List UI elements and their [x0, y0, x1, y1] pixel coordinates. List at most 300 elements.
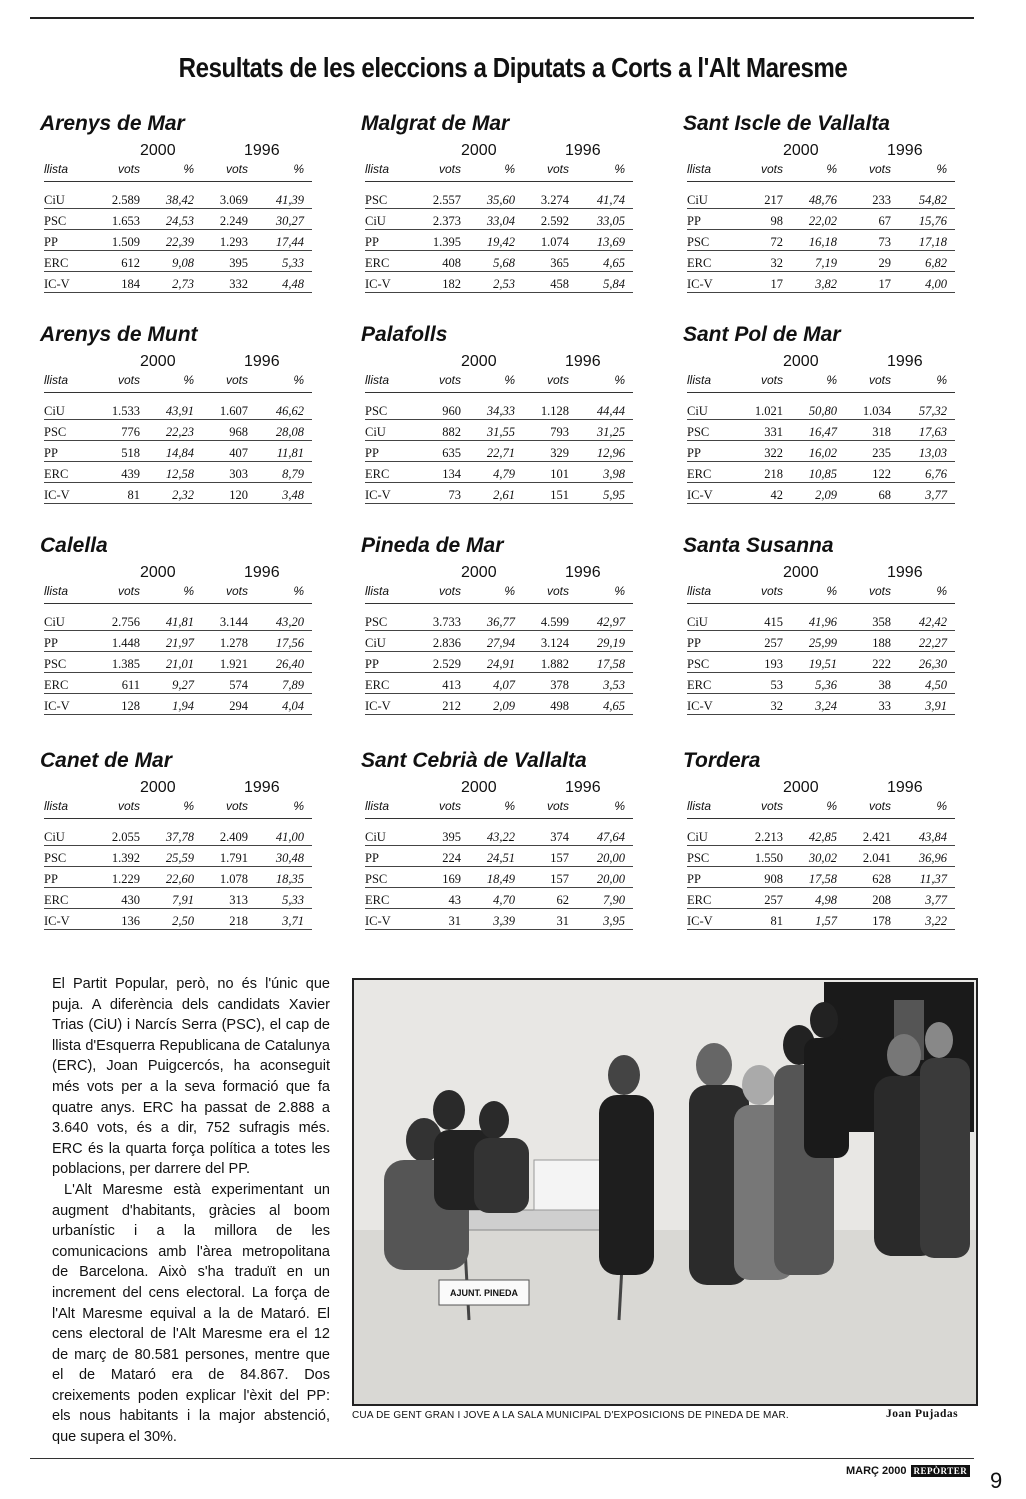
table-row [44, 483, 312, 504]
year-headers [687, 353, 957, 373]
table-cell: 1.278 [194, 631, 248, 652]
table-row [365, 909, 633, 930]
table-row [44, 209, 312, 230]
year-headers [44, 564, 314, 584]
header-votes: vots [727, 373, 783, 393]
table-row [687, 251, 955, 272]
table-cell: PSC [365, 867, 405, 888]
year-2000: 2000 [461, 142, 497, 159]
table-cell: ERC [687, 888, 727, 909]
table-cell: 12,96 [569, 441, 633, 462]
table-cell: 498 [515, 694, 569, 715]
table-cell: CiU [687, 819, 727, 846]
table-cell: 2.249 [194, 209, 248, 230]
results-table [687, 373, 955, 504]
table-cell: 395 [194, 251, 248, 272]
table-row [365, 272, 633, 293]
table-cell: PP [365, 441, 405, 462]
table-cell: 22,60 [140, 867, 194, 888]
table-cell: 193 [727, 652, 783, 673]
table-cell: 26,40 [248, 652, 312, 673]
column-header-row [365, 799, 633, 819]
table-cell: 2.409 [194, 819, 248, 846]
table-cell: ERC [44, 251, 84, 272]
table-cell: 4,07 [461, 673, 515, 694]
table-cell: 3.274 [515, 182, 569, 209]
table-cell: 17,56 [248, 631, 312, 652]
table-row [44, 819, 312, 846]
header-pct: % [461, 799, 515, 819]
table-cell: 3.733 [405, 604, 461, 631]
table-cell: 1.128 [515, 393, 569, 420]
table-cell: 17,44 [248, 230, 312, 251]
town-name: Santa Susanna [683, 534, 834, 557]
table-cell: CiU [44, 182, 84, 209]
header-pct: % [248, 799, 312, 819]
table-cell: 30,27 [248, 209, 312, 230]
table-row [687, 230, 955, 251]
table-cell: 5,36 [783, 673, 837, 694]
table-row [365, 694, 633, 715]
year-2000: 2000 [140, 142, 176, 159]
table-cell: 33,04 [461, 209, 515, 230]
header-votes: vots [727, 799, 783, 819]
table-cell: 365 [515, 251, 569, 272]
table-cell: 3,39 [461, 909, 515, 930]
table-cell: 1.392 [84, 846, 140, 867]
results-table [44, 162, 312, 293]
table-cell: 3,48 [248, 483, 312, 504]
table-row [44, 631, 312, 652]
table-cell: 21,01 [140, 652, 194, 673]
table-cell: CiU [365, 209, 405, 230]
results-block [361, 749, 635, 930]
table-cell: 4,70 [461, 888, 515, 909]
footer-date: MARÇ 2000 [846, 1465, 907, 1477]
column-header-row [687, 373, 955, 393]
table-row [365, 888, 633, 909]
year-2000: 2000 [783, 353, 819, 370]
header-list: llista [365, 799, 405, 819]
table-row [365, 441, 633, 462]
table-cell: CiU [44, 604, 84, 631]
table-cell: PP [44, 631, 84, 652]
table-cell: 42,42 [891, 604, 955, 631]
table-cell: PSC [687, 652, 727, 673]
table-cell: 331 [727, 420, 783, 441]
table-cell: 16,47 [783, 420, 837, 441]
table-cell: 17,18 [891, 230, 955, 251]
table-cell: 1.293 [194, 230, 248, 251]
table-cell: 217 [727, 182, 783, 209]
results-block [361, 323, 635, 504]
table-cell: 2.373 [405, 209, 461, 230]
table-cell: 2,61 [461, 483, 515, 504]
sign-text: AJUNT. PINEDA [449, 1288, 519, 1298]
header-list: llista [365, 162, 405, 182]
results-table [365, 584, 633, 715]
table-cell: 1.034 [837, 393, 891, 420]
header-votes: vots [84, 373, 140, 393]
table-row [44, 888, 312, 909]
table-cell: 303 [194, 462, 248, 483]
results-table [365, 799, 633, 930]
town-name: Malgrat de Mar [361, 112, 510, 135]
page-title: Resultats de les eleccions a Diputats a Corts a l'Alt Maresme [178, 52, 848, 83]
header-pct: % [783, 373, 837, 393]
table-cell: PSC [365, 393, 405, 420]
table-cell: 33 [837, 694, 891, 715]
table-cell: 22,27 [891, 631, 955, 652]
table-cell: PP [44, 441, 84, 462]
year-1996: 1996 [244, 564, 280, 581]
table-row [365, 846, 633, 867]
header-pct: % [140, 373, 194, 393]
header-pct: % [783, 584, 837, 604]
table-row [687, 694, 955, 715]
header-list: llista [687, 162, 727, 182]
table-cell: 38 [837, 673, 891, 694]
table-cell: 882 [405, 420, 461, 441]
table-cell: 33,05 [569, 209, 633, 230]
table-cell: 67 [837, 209, 891, 230]
table-cell: PP [44, 230, 84, 251]
header-list: llista [44, 373, 84, 393]
year-2000: 2000 [783, 564, 819, 581]
article-paragraph: L'Alt Maresme està experimentant un augment d'habitants, gràcies al boom urbanístic i a la millora de les comunicacions amb l'àrea metropolitana de Barcelona. Això s'ha traduït en un increment del cens electoral. La força de l'Alt Maresme equival a la de Mataró. El cens electoral de l'Alt Maresme era el 12 de març de 80.581 persones, mentre que el de Mataró era de 84.867. Dos creixements poden explicar l'èxit del PP: els nous habitants i la major abstenció, que supera el 30%. [52, 1181, 330, 1446]
table-cell: CiU [365, 631, 405, 652]
table-row [44, 420, 312, 441]
table-cell: IC-V [687, 909, 727, 930]
table-row [44, 867, 312, 888]
table-cell: 5,33 [248, 888, 312, 909]
table-cell: ERC [44, 888, 84, 909]
column-header-row [365, 584, 633, 604]
table-cell: 31 [405, 909, 461, 930]
table-cell: 1,57 [783, 909, 837, 930]
table-cell: PP [687, 867, 727, 888]
table-row [44, 251, 312, 272]
table-cell: 11,81 [248, 441, 312, 462]
table-row [687, 909, 955, 930]
year-2000: 2000 [140, 779, 176, 796]
table-row [687, 888, 955, 909]
town-name: Arenys de Munt [40, 323, 198, 346]
table-cell: 3,77 [891, 483, 955, 504]
table-cell: 73 [405, 483, 461, 504]
results-table [44, 584, 312, 715]
table-cell: 151 [515, 483, 569, 504]
table-cell: 612 [84, 251, 140, 272]
table-row [44, 604, 312, 631]
article-body [52, 974, 330, 1448]
table-row [44, 182, 312, 209]
header-pct: % [891, 162, 955, 182]
results-table [44, 373, 312, 504]
table-cell: PSC [365, 604, 405, 631]
table-cell: 15,76 [891, 209, 955, 230]
table-row [687, 631, 955, 652]
table-cell: 222 [837, 652, 891, 673]
table-cell: 415 [727, 604, 783, 631]
table-cell: PSC [44, 420, 84, 441]
town-name: Sant Cebrià de Vallalta [361, 749, 587, 772]
table-cell: 374 [515, 819, 569, 846]
table-cell: 43 [405, 888, 461, 909]
table-cell: 46,62 [248, 393, 312, 420]
table-cell: CiU [687, 182, 727, 209]
table-cell: 25,59 [140, 846, 194, 867]
table-cell: 1.385 [84, 652, 140, 673]
table-cell: 48,76 [783, 182, 837, 209]
table-row [687, 867, 955, 888]
page-number: 9 [990, 1468, 1003, 1493]
header-votes: vots [837, 584, 891, 604]
table-cell: IC-V [365, 483, 405, 504]
header-pct: % [783, 162, 837, 182]
table-cell: 9,27 [140, 673, 194, 694]
table-cell: 188 [837, 631, 891, 652]
header-pct: % [248, 373, 312, 393]
year-headers [687, 564, 957, 584]
table-cell: 42,97 [569, 604, 633, 631]
table-cell: 1.509 [84, 230, 140, 251]
table-cell: 1.229 [84, 867, 140, 888]
table-cell: 318 [837, 420, 891, 441]
table-cell: 2.529 [405, 652, 461, 673]
table-cell: 2.213 [727, 819, 783, 846]
table-cell: ERC [44, 462, 84, 483]
table-cell: IC-V [687, 694, 727, 715]
table-cell: 4.599 [515, 604, 569, 631]
header-votes: vots [837, 162, 891, 182]
table-cell: 1.448 [84, 631, 140, 652]
table-cell: 32 [727, 694, 783, 715]
table-cell: ERC [365, 888, 405, 909]
year-headers [365, 353, 635, 373]
table-cell: 16,18 [783, 230, 837, 251]
town-name: Canet de Mar [40, 749, 172, 772]
year-1996: 1996 [565, 353, 601, 370]
table-cell: 41,00 [248, 819, 312, 846]
table-cell: 3,77 [891, 888, 955, 909]
table-cell: IC-V [687, 272, 727, 293]
table-cell: 294 [194, 694, 248, 715]
table-cell: 10,85 [783, 462, 837, 483]
table-cell: PSC [365, 182, 405, 209]
table-cell: 36,77 [461, 604, 515, 631]
table-cell: 26,30 [891, 652, 955, 673]
town-name: Tordera [683, 749, 761, 772]
table-cell: 329 [515, 441, 569, 462]
table-cell: 7,91 [140, 888, 194, 909]
table-cell: 793 [515, 420, 569, 441]
table-cell: 41,96 [783, 604, 837, 631]
header-pct: % [140, 799, 194, 819]
table-cell: 413 [405, 673, 461, 694]
table-cell: 28,08 [248, 420, 312, 441]
table-cell: PP [365, 652, 405, 673]
table-cell: 21,97 [140, 631, 194, 652]
table-cell: 2.756 [84, 604, 140, 631]
table-cell: 5,84 [569, 272, 633, 293]
table-cell: PSC [44, 209, 84, 230]
header-votes: vots [405, 584, 461, 604]
table-row [687, 420, 955, 441]
table-cell: 14,84 [140, 441, 194, 462]
photo-credit: Joan Pujadas [886, 1408, 959, 1420]
table-cell: 22,71 [461, 441, 515, 462]
table-cell: 257 [727, 888, 783, 909]
table-cell: 378 [515, 673, 569, 694]
table-cell: 1.607 [194, 393, 248, 420]
table-cell: 73 [837, 230, 891, 251]
table-cell: 2,09 [461, 694, 515, 715]
table-cell: ERC [687, 251, 727, 272]
header-votes: vots [194, 373, 248, 393]
table-cell: 24,51 [461, 846, 515, 867]
table-cell: 3,22 [891, 909, 955, 930]
table-cell: 4,00 [891, 272, 955, 293]
table-cell: 1.074 [515, 230, 569, 251]
table-cell: 22,39 [140, 230, 194, 251]
year-2000: 2000 [783, 779, 819, 796]
table-cell: 31 [515, 909, 569, 930]
table-cell: CiU [365, 819, 405, 846]
header-votes: vots [727, 584, 783, 604]
bottom-rule [30, 1458, 974, 1459]
table-cell: 18,35 [248, 867, 312, 888]
table-cell: IC-V [44, 694, 84, 715]
year-headers [44, 353, 314, 373]
year-headers [44, 142, 314, 162]
table-cell: ERC [365, 673, 405, 694]
table-cell: 20,00 [569, 846, 633, 867]
table-cell: PSC [687, 420, 727, 441]
table-cell: PP [687, 631, 727, 652]
table-cell: 13,69 [569, 230, 633, 251]
table-row [365, 604, 633, 631]
column-header-row [687, 584, 955, 604]
table-cell: 5,33 [248, 251, 312, 272]
table-row [44, 846, 312, 867]
table-cell: 17 [837, 272, 891, 293]
table-row [44, 652, 312, 673]
year-1996: 1996 [887, 564, 923, 581]
town-name: Palafolls [361, 323, 448, 346]
header-votes: vots [515, 162, 569, 182]
town-name: Sant Iscle de Vallalta [683, 112, 890, 135]
top-rule [30, 17, 974, 19]
table-cell: 41,81 [140, 604, 194, 631]
results-table [687, 584, 955, 715]
table-cell: 1.395 [405, 230, 461, 251]
table-row [44, 393, 312, 420]
table-cell: 4,48 [248, 272, 312, 293]
table-row [687, 441, 955, 462]
table-cell: 47,64 [569, 819, 633, 846]
table-row [365, 251, 633, 272]
year-headers [365, 142, 635, 162]
header-votes: vots [515, 373, 569, 393]
table-cell: 218 [727, 462, 783, 483]
table-row [687, 182, 955, 209]
year-1996: 1996 [887, 353, 923, 370]
table-cell: 3.144 [194, 604, 248, 631]
table-cell: 31,55 [461, 420, 515, 441]
table-cell: 518 [84, 441, 140, 462]
table-cell: 2,53 [461, 272, 515, 293]
table-cell: 4,50 [891, 673, 955, 694]
header-list: llista [365, 584, 405, 604]
table-row [687, 846, 955, 867]
table-cell: 408 [405, 251, 461, 272]
table-cell: 1,94 [140, 694, 194, 715]
table-row [687, 209, 955, 230]
table-cell: 2,32 [140, 483, 194, 504]
year-1996: 1996 [244, 142, 280, 159]
table-row [687, 604, 955, 631]
table-cell: IC-V [365, 909, 405, 930]
table-cell: 7,89 [248, 673, 312, 694]
table-cell: 3,71 [248, 909, 312, 930]
table-cell: 4,65 [569, 251, 633, 272]
table-cell: 235 [837, 441, 891, 462]
table-cell: 407 [194, 441, 248, 462]
table-cell: 54,82 [891, 182, 955, 209]
table-cell: 134 [405, 462, 461, 483]
table-cell: 3.069 [194, 182, 248, 209]
table-row [365, 867, 633, 888]
table-cell: 960 [405, 393, 461, 420]
table-row [44, 441, 312, 462]
results-block [40, 749, 314, 930]
year-2000: 2000 [140, 564, 176, 581]
table-cell: PSC [687, 846, 727, 867]
results-table [687, 799, 955, 930]
table-cell: 27,94 [461, 631, 515, 652]
table-cell: 628 [837, 867, 891, 888]
year-1996: 1996 [887, 779, 923, 796]
table-cell: CiU [44, 393, 84, 420]
table-cell: 3.124 [515, 631, 569, 652]
table-cell: 22,23 [140, 420, 194, 441]
header-votes: vots [515, 799, 569, 819]
table-row [44, 230, 312, 251]
magazine-logo: REPÒRTER [911, 1465, 971, 1477]
table-row [365, 393, 633, 420]
table-cell: 19,42 [461, 230, 515, 251]
table-cell: 776 [84, 420, 140, 441]
header-list: llista [44, 162, 84, 182]
table-cell: 101 [515, 462, 569, 483]
table-cell: 30,48 [248, 846, 312, 867]
table-cell: 3,95 [569, 909, 633, 930]
table-cell: 41,74 [569, 182, 633, 209]
header-votes: vots [84, 584, 140, 604]
table-cell: 1.078 [194, 867, 248, 888]
results-table [687, 162, 955, 293]
results-block [40, 323, 314, 504]
table-cell: 2.041 [837, 846, 891, 867]
results-table [365, 373, 633, 504]
table-cell: PSC [44, 652, 84, 673]
table-cell: ERC [687, 673, 727, 694]
header-votes: vots [194, 799, 248, 819]
table-cell: 50,80 [783, 393, 837, 420]
table-cell: 44,44 [569, 393, 633, 420]
results-block [361, 534, 635, 715]
